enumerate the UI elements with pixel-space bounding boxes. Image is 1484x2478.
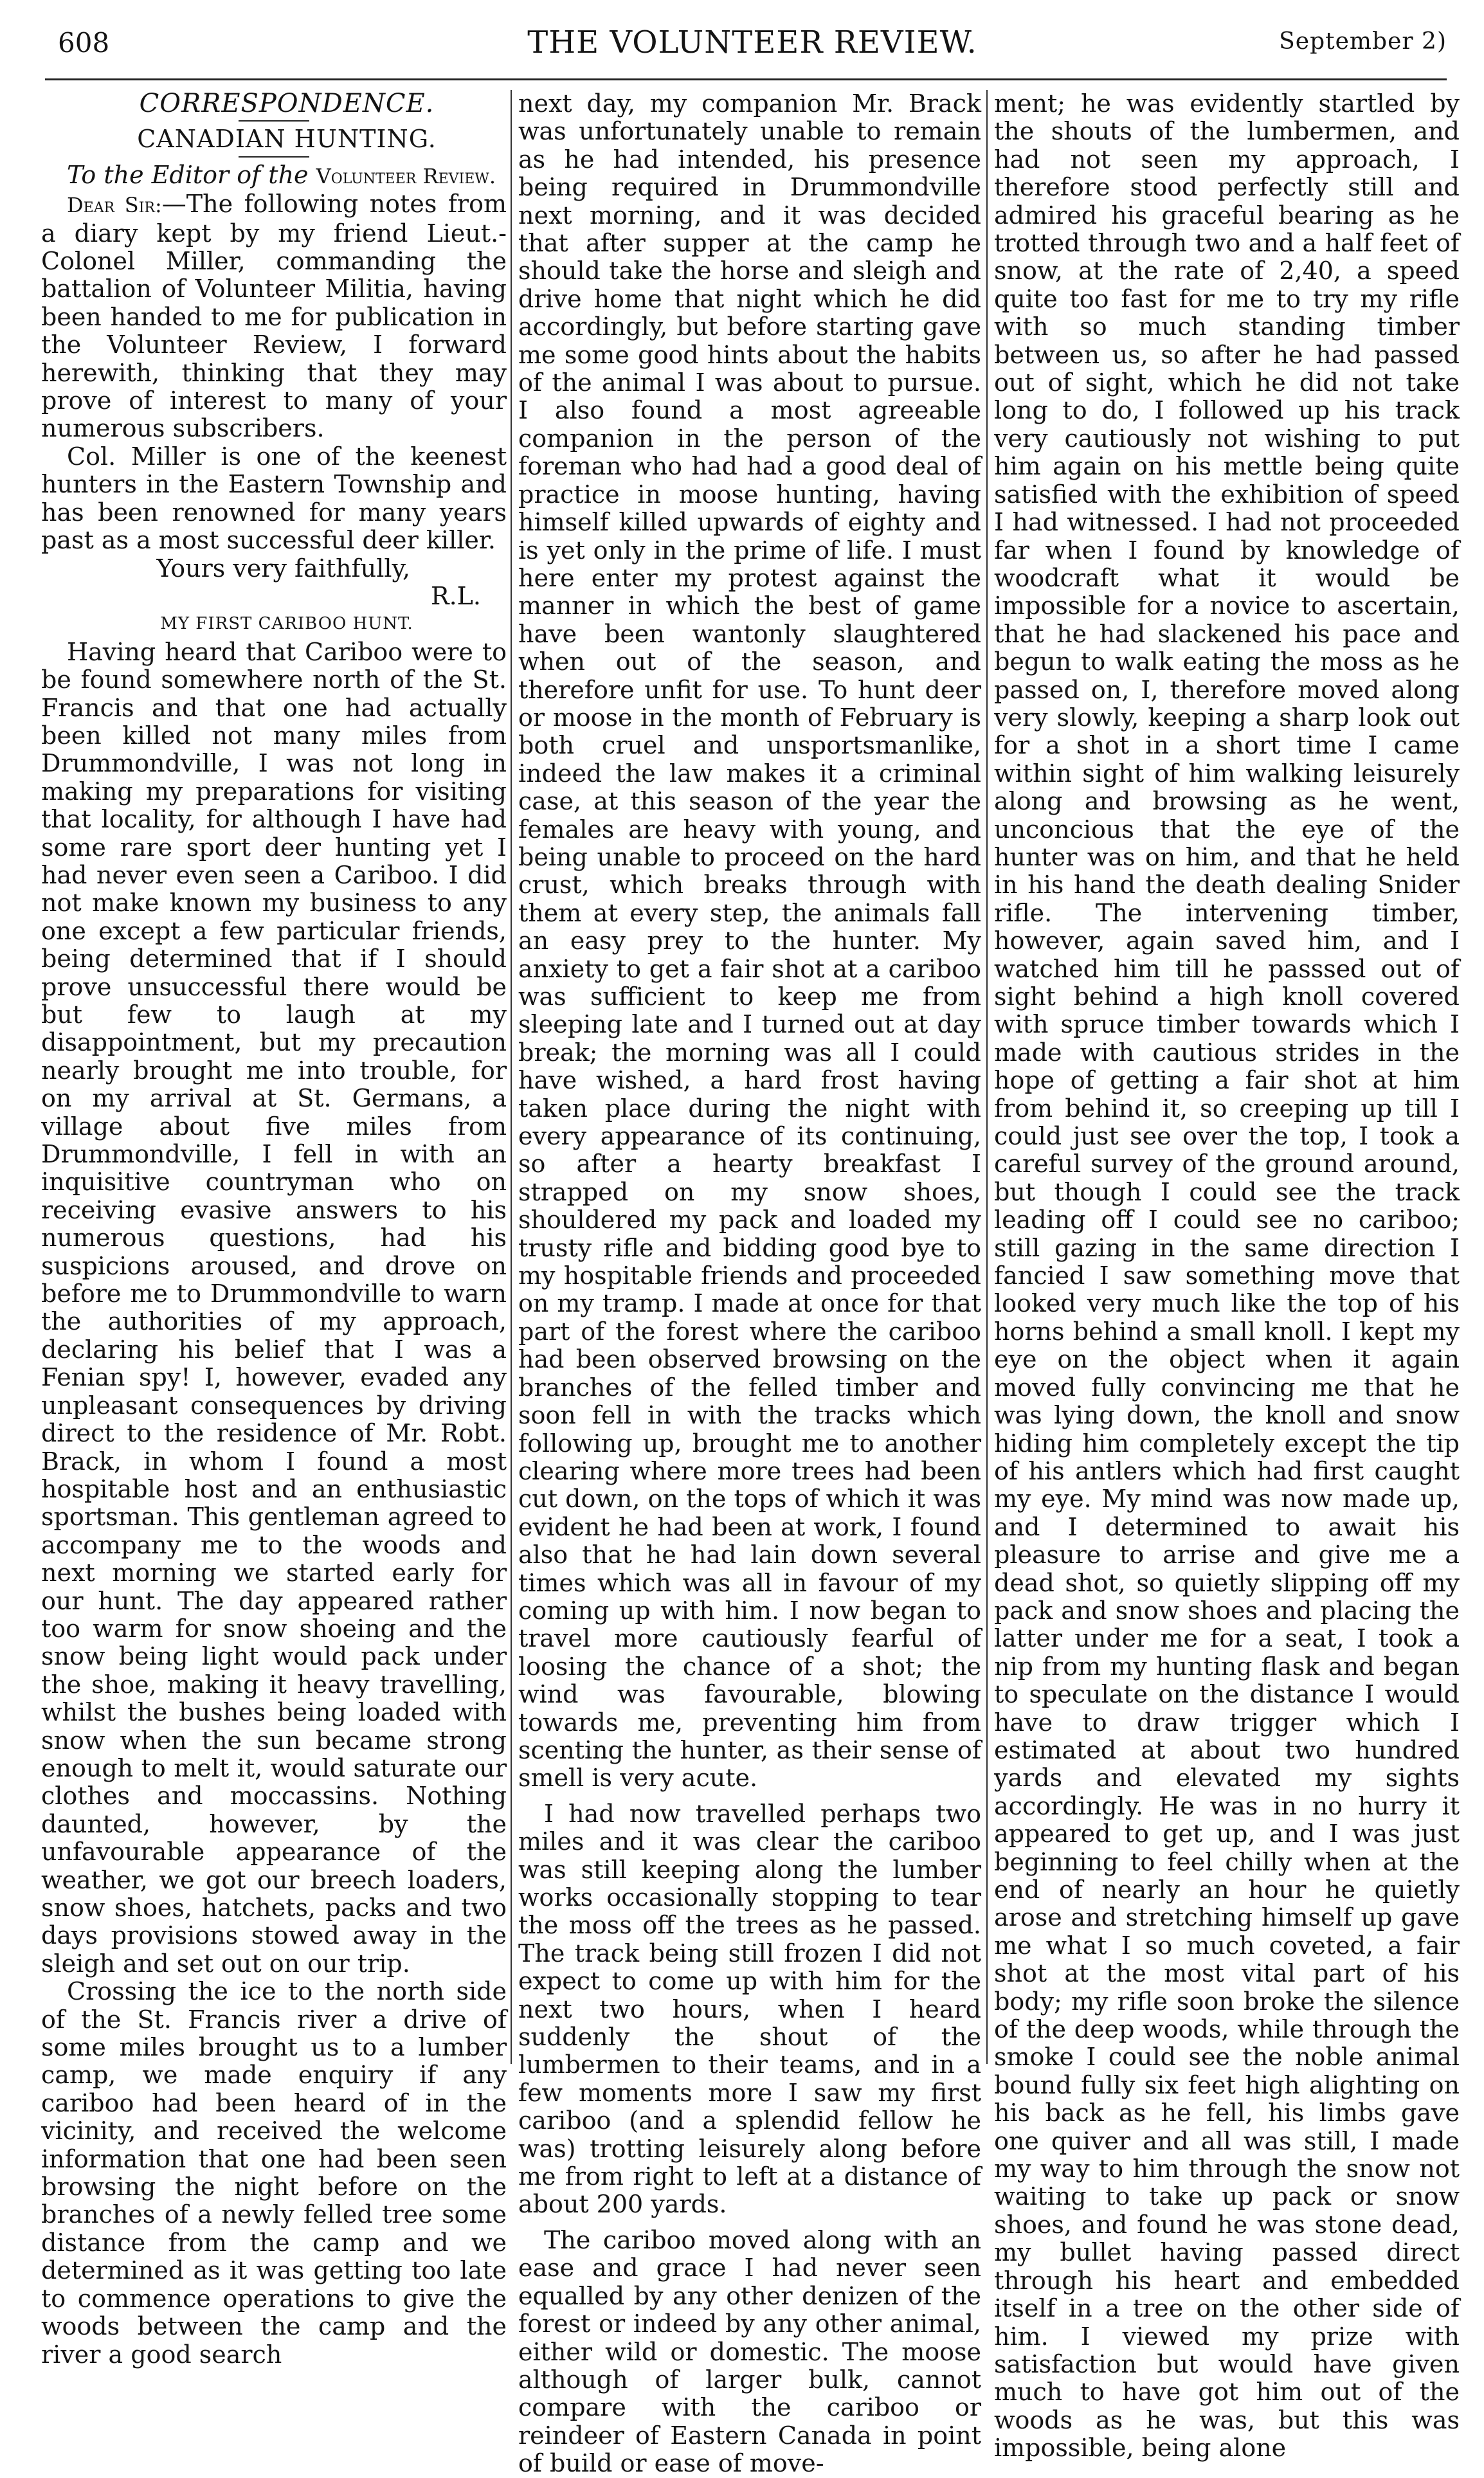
salutation: Dear Sir: bbox=[67, 193, 162, 218]
issue-date: September 2) bbox=[1279, 28, 1447, 55]
column-1 bbox=[41, 89, 507, 2369]
column-divider bbox=[986, 90, 988, 2064]
page-header bbox=[58, 18, 1447, 69]
story-paragraph: Crossing the ice to the north side of the St. Francis river a drive of some miles brought us to a lumber camp, we made enquiry if any cariboo had been heard of in the vicinity, and received the welcome information that one had been seen browsing the night before on the branches of a newly felled tree some distance from the camp and we determined as it was getting too late to commence operations to give the woods between the camp and the river a good search bbox=[41, 1977, 507, 2369]
heading-rule bbox=[239, 156, 309, 158]
editor-address bbox=[41, 161, 507, 190]
editor-address-paper: Volunteer Review. bbox=[316, 163, 496, 188]
editor-address-prefix: To the Editor of the bbox=[67, 160, 309, 189]
section-rule bbox=[239, 120, 309, 122]
story-paragraph: The cariboo moved along with an ease and grace I had never seen equalled by any other denizen of the forest or indeed by any other animal, either wild or domestic. The moose although of larger bulk, cannot compare with the cariboo or reindeer of Eastern Canada in point of build or ease of move- bbox=[518, 2225, 981, 2478]
section-title: CORRESPONDENCE. bbox=[139, 89, 435, 118]
column-3 bbox=[994, 89, 1460, 2463]
article-heading: CANADIAN HUNTING. bbox=[137, 125, 437, 154]
letter-paragraph-text: —The following notes from a diary kept by my friend Lieut.-Colonel Miller, commanding the battalion of Volunteer Militia, having been handed to me for publication in the Volunteer Review, I forward herewith, thinking that they may prove of interest to many of your numerous subscribers. bbox=[41, 190, 507, 443]
letter-signature: R.L. bbox=[430, 581, 481, 610]
story-paragraph: ment; he was evidently startled by the shouts of the lumbermen, and had not seen my approach, I therefore stood perfectly still and admired his graceful bearing as he trotted through two and a half feet of snow, at the rate of 2,40, a speed quite too fast for me to try my rifle with so much standing timber between us, so after he had passed out of sight, which he did not take long to do, I followed up his track very cautiously not wishing to put him again on his mettle being quite satisfied with the exhibition of speed I had witnessed. I had not proceeded far when I found by knowledge of woodcraft what it would be impossible for a novice to ascertain, that he had slackened his pace and begun to walk eating the moss as he passed on, I, therefore moved along very slowly, keeping a sharp look out for a shot in a short time I came within sight of him walking leisurely along and browsing as he went, unconcious that the eye of the hunter was on him, and that he held in his hand the death dealing Snider rifle. The intervening timber, however, again saved him, and I watched him till he passsed out of sight behind a high knoll covered with spruce timber towards which I made with cautious strides in the hope of getting a fair shot at him from behind it, so creeping up till I could just see over the top, I took a careful survey of the ground around, but though I could see the track leading off I could see no cariboo; still gazing in the same direction I fancied I saw something move that looked very much like the top of his horns behind a small knoll. I kept my eye on the object when it again moved fully convincing me that he was lying down, the knoll and snow hiding him completely except the tip of his antlers which had first caught my eye. My mind was now made up, and I determined to await his pleasure to arrise and give me a dead shot, so quietly slipping off my pack and snow shoes and placing the latter under me for a seat, I took a nip from my hunting flask and began to speculate on the distance I would have to draw trigger which I estimated at about two hundred yards and elevated my sights accordingly. He was in no hurry it appeared to get up, and I was just beginning to feel chilly when at the end of nearly an hour he quietly arose and stretching himself up gave me what I so much coveted, a fair shot at the most vital part of his body; my rifle soon broke the silence of the deep woods, while through the smoke I could see the noble animal bound fully six feet high alighting on his back as he fell, his limbs gave one quiver and all was still, I made my way to him through the snow not waiting to take up pack or snow shoes, and found he was stone dead, my bullet having passed direct through his heart and embedded itself in a tree on the other side of him. I viewed my prize with satisfaction but would have given much to have got him out of the woods as he was, but this was impossible, being alone bbox=[994, 89, 1460, 2463]
letter-paragraph: Col. Miller is one of the keenest hunters in the Eastern Township and has been renowned for many years past as a most successful deer killer. bbox=[41, 442, 507, 555]
header-rule bbox=[45, 78, 1447, 80]
column-divider bbox=[511, 90, 512, 2064]
page-number: 608 bbox=[58, 27, 110, 59]
story-paragraph: Having heard that Cariboo were to be found somewhere north of the St. Francis and that one had actually been killed not many miles from Drummondville, I was not long in making my preparations for visiting that locality, for although I have had some rare sport deer hunting yet I had never even seen a Cariboo. I did not make known my business to any one except a few particular friends, being determined that if I should prove unsuccessful there would be but few to laugh at my disappointment, but my precaution nearly brought me into trouble, for on my arrival at St. Germans, a village about five miles from Drummondville, I fell in with an inquisitive countryman who on receiving evasive answers to his numerous questions, had his suspicions aroused, and drove on before me to Drummondville to warn the authorities of my approach, declaring his belief that I was a Fenian spy! I, however, evaded any unpleasant consequences by driving direct to the residence of Mr. Robt. Brack, in whom I found a most hospitable host and an enthusiastic sportsman. This gentleman agreed to accompany me to the woods and next morning we started early for our hunt. The day appeared rather too warm for snow shoeing and the snow being light would pack under the shoe, making it heavy travelling, whilst the bushes being loaded with snow when the sun became strong enough to melt it, would saturate our clothes and moccassins. Nothing daunted, however, by the unfavourable appearance of the weather, we got our breech loaders, snow shoes, hatchets, packs and two days provisions stowed away in the sleigh and set out on our trip. bbox=[41, 637, 507, 1978]
story-subheading: MY FIRST CARIBOO HUNT. bbox=[160, 614, 413, 634]
letter-closing: Yours very faithfully, bbox=[156, 554, 410, 583]
story-paragraph: next day, my companion Mr. Brack was unfortunately unable to remain as he had intended, his presence being required in Drummondville next morning, and it was decided that after supper at the camp he should take the horse and sleigh and drive home that night which he did accordingly, but before starting gave me some good hints about the habits of the animal I was about to pursue. I also found a most agreeable companion in the person of the foreman who had had a good deal of practice in moose hunting, having himself killed upwards of eighty and is yet only in the prime of life. I must here enter my protest against the manner in which the best of game have been wantonly slaughtered when out of the season, and therefore unfit for use. To hunt deer or moose in the month of February is both cruel and unsportsmanlike, indeed the law makes it a criminal case, at this season of the year the females are heavy with young, and being unable to proceed on the hard crust, which breaks through with them at every step, the animals fall an easy prey to the hunter. My anxiety to get a fair shot at a cariboo was sufficient to keep me from sleeping late and I turned out at day break; the morning was all I could have wished, a hard frost having taken place during the night with every appearance of its continuing, so after a hearty breakfast I strapped on my snow shoes, shouldered my pack and loaded my trusty rifle and bidding good bye to my hospitable friends and proceeded on my tramp. I made at once for that part of the forest where the cariboo had been observed browsing on the branches of the felled timber and soon fell in with the tracks which following up, brought me to another clearing where more trees had been cut down, on the tops of which it was evident he had been at work, I found also that he had lain down several times which was all in favour of my coming up with him. I now began to travel more cautiously fearful of loosing the chance of a shot; the wind was favourable, blowing towards me, preventing him from scenting the hunter, as their sense of smell is very acute. bbox=[518, 89, 981, 1793]
masthead-title: THE VOLUNTEER REVIEW. bbox=[527, 24, 977, 60]
letter-paragraph bbox=[41, 190, 507, 443]
column-2 bbox=[518, 89, 981, 2478]
story-paragraph: I had now travelled perhaps two miles and it was clear the cariboo was still keeping along the lumber works occasionally stopping to tear the moss off the trees as he passed. The track being still frozen I did not expect to come up with him for the next two hours, when I heard suddenly the shout of the lumbermen to their teams, and in a few moments more I saw my first cariboo (and a splendid fellow he was) trotting leisurely along before me from right to left at a distance of about 200 yards. bbox=[518, 1799, 981, 2219]
